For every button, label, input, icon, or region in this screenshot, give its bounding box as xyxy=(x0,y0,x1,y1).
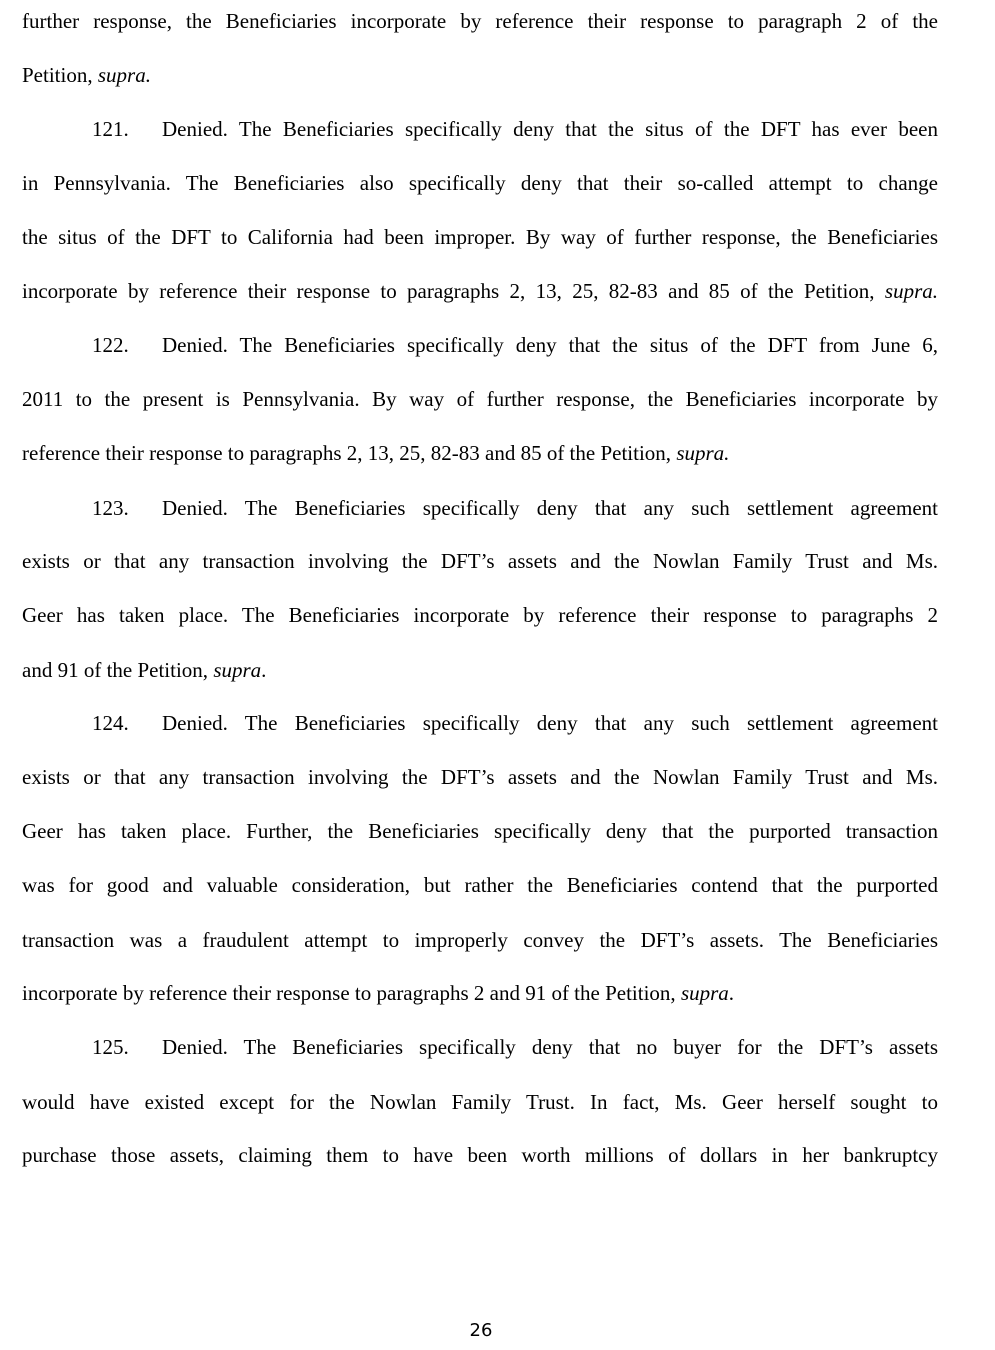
paragraph-124-first-line: 124. Denied. The Beneficiaries specifically deny that any such settlement agreement xyxy=(22,708,938,738)
citation-italic: supra xyxy=(213,658,262,682)
text-line: was for good and valuable consideration, but rather the Beneficiaries contend that the purported xyxy=(22,873,938,897)
citation-italic: supra. xyxy=(884,279,938,303)
text-line: Geer has taken place. The Beneficiaries incorporate by reference their response to paragraphs 2 xyxy=(22,603,938,627)
text-line: purchase those assets, claiming them to have been worth millions of dollars in her bankruptcy xyxy=(22,1143,938,1167)
paragraph-123-first-line: 123. Denied. The Beneficiaries specifically deny that any such settlement agreement xyxy=(22,493,938,523)
text-line: exists or that any transaction involving the DFT’s assets and the Nowlan Family Trust and Ms. xyxy=(22,765,938,789)
text-line: Petition, supra. xyxy=(22,63,151,87)
text-line: in Pennsylvania. The Beneficiaries also specifically deny that their so-called attempt to change xyxy=(22,171,938,195)
text-line: incorporate by reference their response to paragraphs 2 and 91 of the Petition, supra. xyxy=(22,981,735,1005)
text-line: further response, the Beneficiaries incorporate by reference their response to paragraph 2 of the xyxy=(22,9,938,33)
paragraph-number: 122. xyxy=(92,333,129,357)
text-line: exists or that any transaction involving the DFT’s assets and the Nowlan Family Trust and Ms. xyxy=(22,549,938,573)
citation-italic: supra xyxy=(680,981,729,1005)
text-line: transaction was a fraudulent attempt to improperly convey the DFT’s assets. The Beneficiaries xyxy=(22,928,938,952)
text-line: the situs of the DFT to California had been improper. By way of further response, the Beneficiaries xyxy=(22,225,938,249)
paragraph-122-first-line: 122. Denied. The Beneficiaries specifically deny that the situs of the DFT from June 6, xyxy=(22,330,938,360)
paragraph-number: 123. xyxy=(92,496,129,520)
citation-italic: supra. xyxy=(97,63,151,87)
paragraph-number: 124. xyxy=(92,711,129,735)
page-number: 26 xyxy=(469,1320,493,1341)
paragraph-125-first-line: 125. Denied. The Beneficiaries specifically deny that no buyer for the DFT’s assets xyxy=(22,1032,938,1062)
text-line: incorporate by reference their response to paragraphs 2, 13, 25, 82-83 and 85 of the Petition, supra. xyxy=(22,279,938,303)
paragraph-121-first-line: 121. Denied. The Beneficiaries specifically deny that the situs of the DFT has ever been xyxy=(22,114,938,144)
text-line: and 91 of the Petition, supra. xyxy=(22,658,267,682)
text-line: Geer has taken place. Further, the Beneficiaries specifically deny that the purported transaction xyxy=(22,819,938,843)
paragraph-number: 125. xyxy=(92,1035,129,1059)
text-line: would have existed except for the Nowlan Family Trust. In fact, Ms. Geer herself sought to xyxy=(22,1090,938,1114)
text-line: reference their response to paragraphs 2, 13, 25, 82-83 and 85 of the Petition, supra. xyxy=(22,441,730,465)
citation-italic: supra. xyxy=(676,441,730,465)
text-line: 2011 to the present is Pennsylvania. By way of further response, the Beneficiaries incorporate by xyxy=(22,387,938,411)
paragraph-number: 121. xyxy=(92,117,129,141)
